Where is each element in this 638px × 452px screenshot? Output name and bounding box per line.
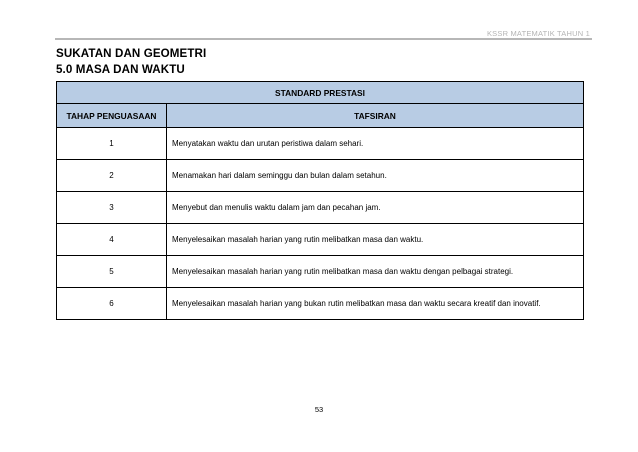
column-header-interpretation: TAFSIRAN: [167, 104, 584, 128]
description-cell: Menyebut dan menulis waktu dalam jam dan pecahan jam.: [167, 192, 584, 224]
table-header-row: [57, 104, 584, 128]
table-row: [57, 192, 584, 224]
level-cell: 5: [57, 256, 167, 288]
page-number: 53: [314, 405, 324, 414]
description-cell: Menamakan hari dalam seminggu dan bulan dalam setahun.: [167, 160, 584, 192]
level-cell: 6: [57, 288, 167, 320]
table-row: [57, 224, 584, 256]
subtopic-heading: 5.0 MASA DAN WAKTU: [56, 63, 185, 76]
column-header-level: TAHAP PENGUASAAN: [57, 104, 167, 128]
level-cell: 4: [57, 224, 167, 256]
table-title: STANDARD PRESTASI: [57, 82, 584, 104]
running-header: KSSR MATEMATIK TAHUN 1: [486, 29, 590, 38]
description-cell: Menyelesaikan masalah harian yang rutin melibatkan masa dan waktu dengan pelbagai strategi.: [167, 256, 584, 288]
table-row: [57, 256, 584, 288]
description-cell: Menyelesaikan masalah harian yang rutin melibatkan masa dan waktu.: [167, 224, 584, 256]
description-cell: Menyatakan waktu dan urutan peristiwa dalam sehari.: [167, 128, 584, 160]
description-cell: Menyelesaikan masalah harian yang bukan rutin melibatkan masa dan waktu secara kreatif dan inovatif.: [167, 288, 584, 320]
level-cell: 3: [57, 192, 167, 224]
table-row: [57, 160, 584, 192]
topic-heading: SUKATAN DAN GEOMETRI: [56, 47, 207, 60]
table-row: [57, 128, 584, 160]
standard-prestasi-table: [56, 81, 584, 320]
level-cell: 2: [57, 160, 167, 192]
level-cell: 1: [57, 128, 167, 160]
table-title-row: [57, 82, 584, 104]
header-rule: [55, 38, 592, 40]
table-row: [57, 288, 584, 320]
